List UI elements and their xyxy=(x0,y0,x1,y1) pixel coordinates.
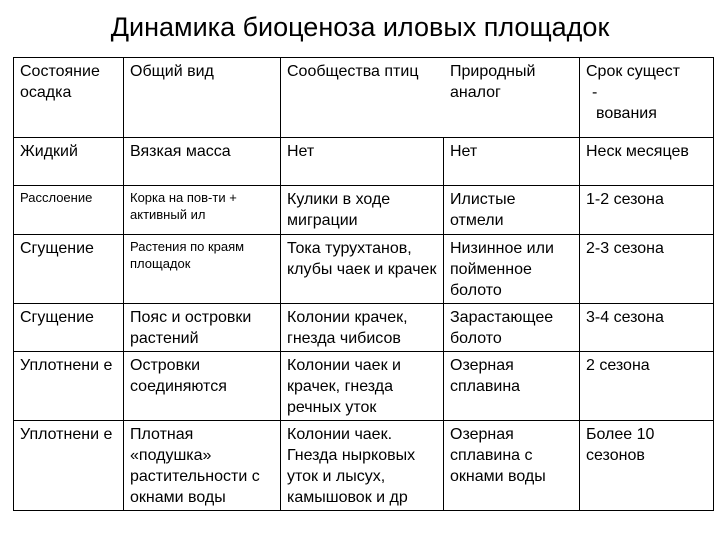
header-birds-analog-cell xyxy=(281,58,580,138)
cell-state: Уплотнени е xyxy=(14,352,124,421)
cell-term: 1-2 сезона xyxy=(580,186,714,235)
header-state: Состояние осадка xyxy=(14,58,124,138)
cell-state: Сгущение xyxy=(14,304,124,352)
cell-view: Вязкая масса xyxy=(124,138,281,186)
table-row xyxy=(14,186,714,235)
cell-view: Пояс и островки растений xyxy=(124,304,281,352)
cell-term: Более 10 сезонов xyxy=(580,421,714,511)
cell-state: Уплотнени е xyxy=(14,421,124,511)
table-header-row xyxy=(14,58,714,138)
biocenosis-table xyxy=(13,57,714,511)
slide-title: Динамика биоценоза иловых площадок xyxy=(110,12,610,42)
cell-analog: Озерная сплавина с окнами воды xyxy=(444,421,580,511)
header-term-line1: Срок сущест xyxy=(586,63,681,80)
header-view: Общий вид xyxy=(124,58,281,138)
cell-birds: Колонии крачек, гнезда чибисов xyxy=(281,304,444,352)
cell-state: Расслоение xyxy=(14,186,124,235)
header-term-line2: - xyxy=(592,84,598,101)
cell-analog: Низинное или пойменное болото xyxy=(444,235,580,304)
table-row xyxy=(14,235,714,304)
cell-birds: Колонии чаек. Гнезда нырковых уток и лысух, камышовок и др xyxy=(281,421,444,511)
cell-analog: Илистые отмели xyxy=(444,186,580,235)
header-term xyxy=(580,58,714,138)
cell-analog: Нет xyxy=(444,138,580,186)
table-row xyxy=(14,421,714,511)
table-row xyxy=(14,352,714,421)
cell-birds: Колонии чаек и крачек, гнезда речных уток xyxy=(281,352,444,421)
cell-state: Сгущение xyxy=(14,235,124,304)
cell-term: 3-4 сезона xyxy=(580,304,714,352)
cell-birds: Нет xyxy=(281,138,444,186)
table-row xyxy=(14,304,714,352)
cell-analog: Озерная сплавина xyxy=(444,352,580,421)
cell-term: 2 сезона xyxy=(580,352,714,421)
cell-view: Плотная «подушка» растительности с окнами воды xyxy=(124,421,281,511)
cell-birds: Кулики в ходе миграции xyxy=(281,186,444,235)
cell-state: Жидкий xyxy=(14,138,124,186)
cell-view: Островки соединяются xyxy=(124,352,281,421)
table-row xyxy=(14,138,714,186)
header-analog: Природный аналог xyxy=(450,63,536,101)
header-term-line3: вования xyxy=(596,105,657,122)
cell-birds: Тока турухтанов, клубы чаек и крачек xyxy=(281,235,444,304)
cell-term: 2-3 сезона xyxy=(580,235,714,304)
cell-view: Корка на пов-ти + активный ил xyxy=(124,186,281,235)
cell-analog: Зарастающее болото xyxy=(444,304,580,352)
cell-view: Растения по краям площадок xyxy=(124,235,281,304)
header-birds: Сообщества птиц xyxy=(287,63,419,80)
cell-term: Неск месяцев xyxy=(580,138,714,186)
